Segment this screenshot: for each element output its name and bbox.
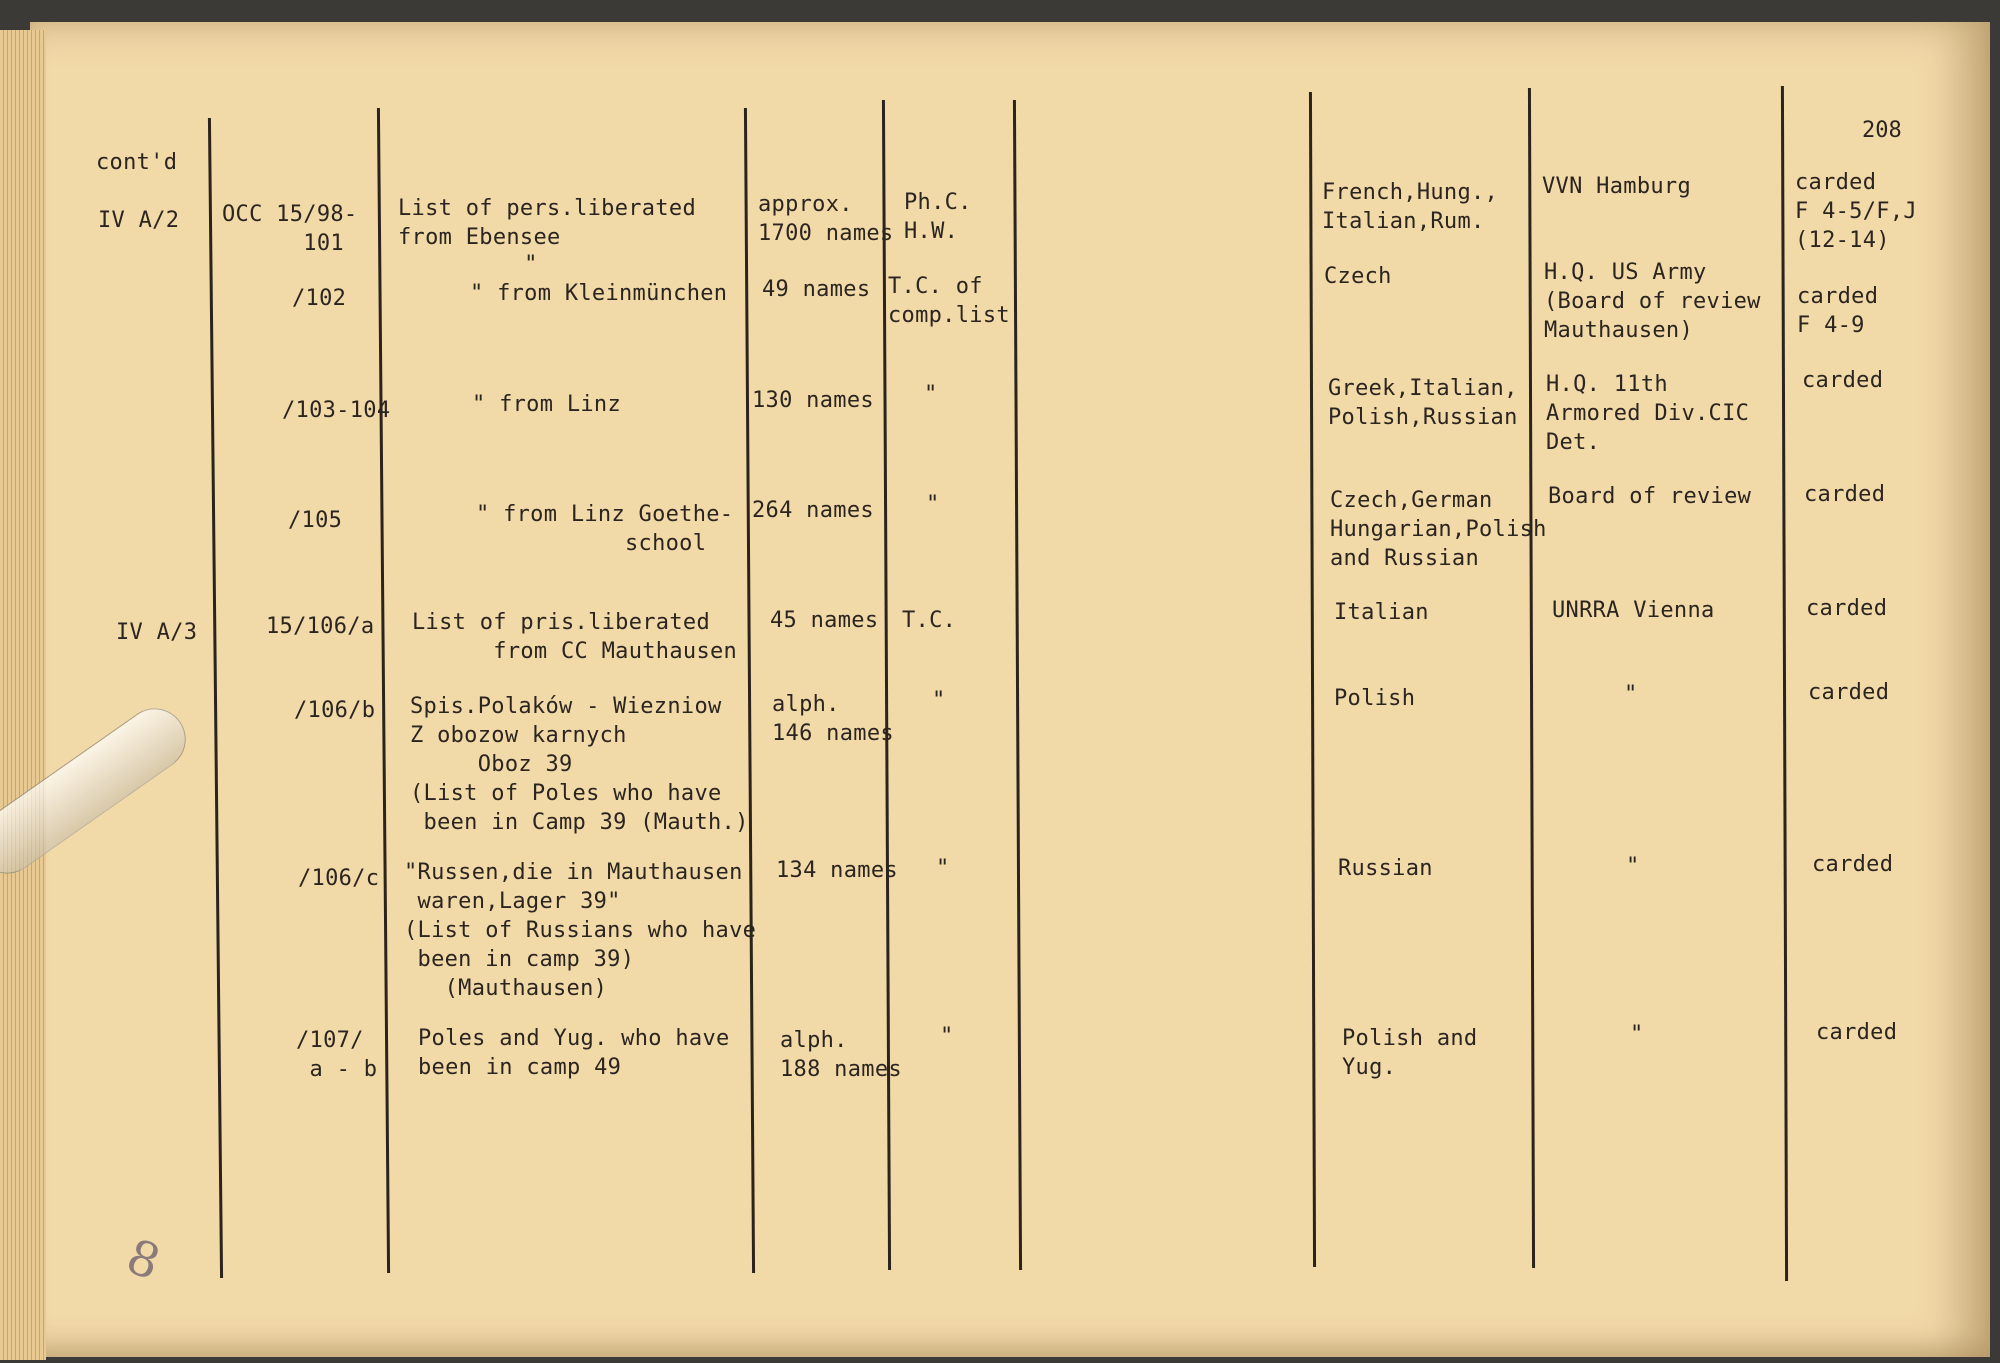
reference-number: /106/b — [294, 698, 376, 723]
nationality: Polish and Yug. — [1342, 1026, 1478, 1080]
name-count: 49 names — [762, 277, 871, 302]
nationality: Czech — [1324, 264, 1392, 289]
section-code: IV A/2 — [98, 208, 180, 233]
reference-number: 15/106/a — [266, 614, 375, 639]
list-title: " from Linz Goethe- school — [476, 502, 734, 556]
card-status: carded — [1816, 1020, 1898, 1045]
copy-type: " — [940, 1024, 954, 1049]
copy-type: T.C. of comp.list — [888, 274, 1010, 328]
nationality: Czech,German Hungarian,Polish and Russian — [1330, 488, 1547, 571]
list-title: " from Linz — [472, 392, 621, 417]
nationality: French,Hung., Italian,Rum. — [1322, 180, 1499, 234]
name-count: 264 names — [752, 498, 874, 523]
name-count: 134 names — [776, 858, 898, 883]
nationality: Polish — [1334, 686, 1416, 711]
name-count: approx. 1700 names — [758, 192, 894, 246]
card-status: carded F 4-5/F,J (12-14) — [1795, 170, 1917, 253]
name-count: 45 names — [770, 608, 879, 633]
copy-type: " — [924, 382, 938, 407]
source-agency: H.Q. 11th Armored Div.CIC Det. — [1546, 372, 1750, 455]
card-status: carded — [1812, 852, 1894, 877]
page-number: 208 — [1862, 118, 1902, 143]
reference-number: /107/ a - b — [296, 1028, 378, 1082]
list-title: Poles and Yug. who have been in camp 49 — [418, 1026, 730, 1080]
copy-type: " — [932, 688, 946, 713]
copy-type: T.C. — [902, 608, 957, 633]
card-status: carded F 4-9 — [1797, 284, 1879, 338]
reference-number: /102 — [292, 286, 347, 311]
continued-label: cont'd — [96, 150, 178, 175]
name-count: alph. 146 names — [772, 692, 894, 746]
card-status: carded — [1808, 680, 1890, 705]
source-agency: H.Q. US Army (Board of review Mauthausen) — [1544, 260, 1761, 343]
list-title: List of pris.liberated from CC Mauthausen — [412, 610, 738, 664]
card-status: carded — [1802, 368, 1884, 393]
copy-type: Ph.C. H.W. — [904, 190, 972, 244]
page-stack-edge — [0, 30, 46, 1360]
source-agency: VVN Hamburg — [1542, 174, 1691, 199]
list-title: Spis.Polaków - Wiezniow Z obozow karnych Oboz 39 (List of Poles who have been in Camp 39 (Mauth.) — [410, 694, 749, 835]
name-count: alph. 188 names — [780, 1028, 902, 1082]
section-code: IV A/3 — [116, 620, 198, 645]
source-agency: " — [1626, 854, 1640, 879]
list-title: "Russen,die in Mauthausen waren,Lager 39" (List of Russians who have been in camp 39) (Mauthausen) — [404, 860, 757, 1001]
nationality: Greek,Italian, Polish,Russian — [1328, 376, 1518, 430]
source-agency: " — [1630, 1022, 1644, 1047]
card-status: carded — [1806, 596, 1888, 621]
reference-number: /103-104 — [282, 398, 391, 423]
source-agency: " — [1624, 682, 1638, 707]
source-agency: Board of review — [1548, 484, 1752, 509]
copy-type: " — [926, 492, 940, 517]
list-title: List of pers.liberated from Ebensee — [398, 196, 696, 250]
name-count: 130 names — [752, 388, 874, 413]
source-agency: UNRRA Vienna — [1552, 598, 1715, 623]
nationality: Russian — [1338, 856, 1433, 881]
list-title: " " from Kleinmünchen — [470, 252, 728, 306]
handwritten-mark: 8 — [119, 1228, 168, 1292]
reference-number: OCC 15/98- 101 — [222, 202, 358, 256]
reference-number: /106/c — [298, 866, 380, 891]
card-status: carded — [1804, 482, 1886, 507]
copy-type: " — [936, 856, 950, 881]
reference-number: /105 — [288, 508, 343, 533]
nationality: Italian — [1334, 600, 1429, 625]
